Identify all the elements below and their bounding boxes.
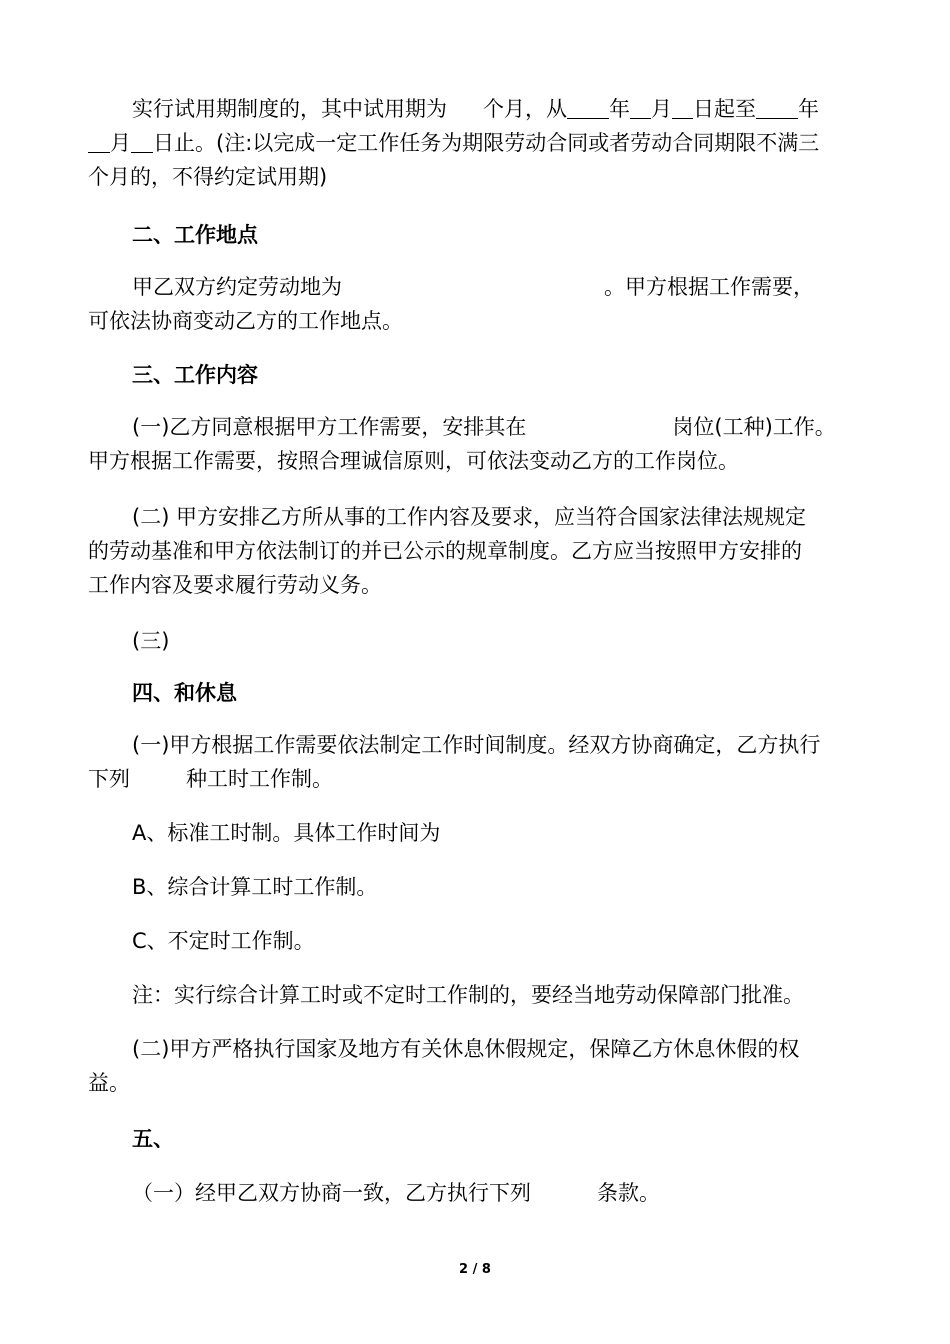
option-b: B、综合计算工时工作制。 xyxy=(132,875,378,899)
text: (二)甲方严格执行国家及地方有关休息休假规定，保障乙方休息休假的权 xyxy=(132,1037,800,1061)
text: 月 xyxy=(110,131,131,155)
note-paragraph: 注：实行综合计算工时或不定时工作制的，要经当地劳动保障部门批准。 xyxy=(132,983,804,1007)
item-three: (三) xyxy=(132,629,170,653)
option-a: A、标准工时制。具体工作时间为 xyxy=(132,821,441,845)
text: （一）经甲乙双方协商一致，乙方执行下列 xyxy=(132,1181,531,1205)
blank-year xyxy=(756,96,798,119)
blank-year xyxy=(567,96,609,119)
text: 的劳动基准和甲方依法制订的并已公示的规章制度。乙方应当按照甲方安排的 xyxy=(88,539,802,563)
working-hours-paragraph xyxy=(88,728,870,796)
text: 实行试用期制度的，其中试用期为 xyxy=(132,97,447,121)
work-location-paragraph xyxy=(88,270,870,338)
section-heading: 三、工作内容 xyxy=(132,363,258,387)
blank-month xyxy=(630,96,651,119)
page-number xyxy=(0,1262,950,1277)
text: (一)甲方根据工作需要依法制定工作时间制度。经双方协商确定，乙方执行 xyxy=(132,733,821,757)
section-heading: 四、和休息 xyxy=(132,681,237,705)
probation-paragraph xyxy=(88,92,870,194)
current-page: 2 xyxy=(459,1262,469,1277)
option-c: C、不定时工作制。 xyxy=(132,929,315,953)
text: 可依法协商变动乙方的工作地点。 xyxy=(88,309,403,333)
text: 日起至 xyxy=(693,97,756,121)
text: 。甲方根据工作需要， xyxy=(604,275,814,299)
text: 年 xyxy=(609,97,630,121)
total-pages: 8 xyxy=(481,1262,491,1277)
text: 甲方根据工作需要，按照合理诚信原则，可依法变动乙方的工作岗位。 xyxy=(88,449,739,473)
text: 月 xyxy=(651,97,672,121)
text: 种工时工作制。 xyxy=(186,767,333,791)
text: 下列 xyxy=(88,767,130,791)
job-position-paragraph xyxy=(88,410,870,478)
text: 个月的，不得约定试用期) xyxy=(88,165,328,189)
text: 条款。 xyxy=(597,1181,660,1205)
job-content-paragraph xyxy=(88,500,870,602)
text: 年 xyxy=(798,97,819,121)
blank-day xyxy=(131,130,153,153)
text: 工作内容及要求履行劳动义务。 xyxy=(88,573,382,597)
clause-paragraph xyxy=(88,1176,914,1210)
rest-paragraph xyxy=(88,1032,870,1100)
text: 益。 xyxy=(88,1071,130,1095)
text: 甲乙双方约定劳动地为 xyxy=(132,275,342,299)
text: 个月，从 xyxy=(483,97,567,121)
page-separator: / xyxy=(468,1262,482,1277)
section-heading: 五、 xyxy=(132,1127,174,1151)
blank-month xyxy=(88,130,110,153)
text: 岗位(工种)工作。 xyxy=(672,415,836,439)
text: 日止。(注:以完成一定工作任务为期限劳动合同或者劳动合同期限不满三 xyxy=(153,131,820,155)
text: (二) 甲方安排乙方所从事的工作内容及要求，应当符合国家法律法规规定 xyxy=(132,505,807,529)
text: (一)乙方同意根据甲方工作需要，安排其在 xyxy=(132,415,527,439)
blank-day xyxy=(672,96,693,119)
section-heading: 二、工作地点 xyxy=(132,223,258,247)
